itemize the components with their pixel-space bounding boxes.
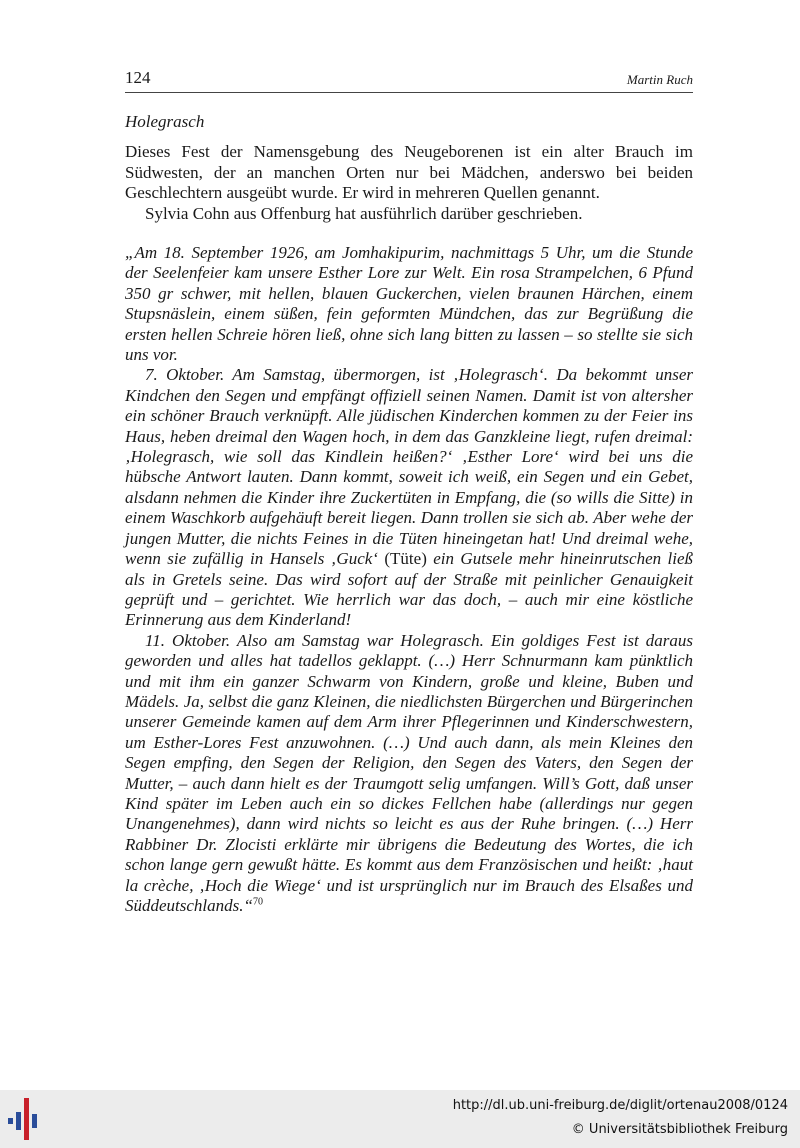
quotation-block	[125, 243, 693, 916]
quote-paragraph-3-text: 11. Oktober. Also am Samstag war Holegrasch. Ein goldiges Fest ist daraus geworden und alles hat tadellos geklappt. (…) Herr Schnurmann kam pünktlich und mit ihm ein ganzer Schwarm von Kindern, große und kleine, Buben und Mädels. Ja, selbst die ganz Kleinen, die niedlichsten Bürgerchen und Bürgerinchen unserer Gemeinde kamen auf dem Arm ihrer Pflegerinnen und Kinderschwestern, um Esther-Lores Fest anzuwohnen. (…) Und auch dann, als mein Kleines den Segen empfing, den Segen der Religion, den Segen des Vaters, den Segen der Mutter, – auch dann hielt es der Traumgott selig umfangen. Will’s Gott, daß unser Kind später im Leben auch ein so dickes Fellchen habe (allerdings nur gegen Unangenehmes), dann wird nichts so leicht es aus der Ruhe bringen. (…) Herr Rabbiner Dr. Zlocisti erklärte mir übrigens die Bedeutung des Wortes, die ich schon lange gern gewußt hätte. Es kommt aus dem Französischen und heißt: ‚haut la crèche, ‚Hoch die Wiege‘ und ist ursprünglich nur im Brauch des Elsaßes und Süddeutschlands.“	[125, 630, 693, 915]
intro-paragraph-2: Sylvia Cohn aus Offenburg hat ausführlich darüber geschrieben.	[145, 203, 583, 223]
intro-paragraph-1: Dieses Fest der Namensgebung des Neugeborenen ist ein alter Brauch im Südwesten, der an manchen Orten nur bei Mädchen, anderswo bei beiden Geschlechtern ausgeübt wurde. Er wird in mehreren Quellen genannt.	[125, 142, 693, 202]
footnote-reference[interactable]: 70	[252, 896, 263, 908]
document-url-link[interactable]: http://dl.ub.uni-freiburg.de/diglit/ortenau2008/0124	[452, 1098, 788, 1113]
copyright-notice: © Universitätsbibliothek Freiburg	[571, 1122, 788, 1137]
quote-paragraph-2-gloss: (Tüte)	[384, 549, 427, 569]
section-title: Holegrasch	[125, 112, 205, 131]
footer-bar	[0, 1090, 800, 1148]
library-logo-icon	[8, 1096, 38, 1142]
quote-paragraph-2	[125, 365, 693, 630]
quote-paragraph-3	[125, 631, 693, 917]
intro-text	[125, 142, 693, 224]
page-number: 124	[125, 68, 151, 87]
quote-paragraph-2-part-2: ein Gutsele mehr hineinrutschen ließ als in Gretels seine. Das wird sofort auf der Straße mit peinlicher Genauigkeit geprüft und – gerichtet. Wie herrlich war das doch, – auch mir eine köstliche Erinnerung aus dem Kinderland!	[125, 549, 694, 630]
running-head: Martin Ruch	[626, 72, 693, 87]
quote-paragraph-2-part-1: 7. Oktober. Am Samstag, übermorgen, ist ‚Holegrasch‘. Da bekommt unser Kindchen den Segen und empfängt offiziell seinen Namen. Damit ist von altersher ein schöner Brauch verknüpft. Alle jüdischen Kinderchen kommen zu der Feier ins Haus, heben dreimal den Wagen hoch, in dem das Ganzkleine liegt, rufen dreimal: ‚Holegrasch, wie soll das Kindlein heißen?‘ ‚Esther Lore‘ wird bei uns die hübsche Antwort lauten. Dann kommt, soweit ich weiß, ein Segen und ein Gebet, alsdann nehmen die Kinder ihre Zuckertüten in Empfang, die (so wills die Sitte) in einem Waschkorb aufgehäuft bereit liegen. Dann trollen sie sich ab. Aber wehe der jungen Mutter, die nichts Feines in die Tüten hineingetan hat! Und dreimal wehe, wenn sie zufällig in Hansels ‚Guck‘	[125, 365, 693, 569]
quote-paragraph-1: „Am 18. September 1926, am Jomhakipurim, nachmittags 5 Uhr, um die Stunde der Seelenfeier kam unsere Esther Lore zur Welt. Ein rosa Strampelchen, 6 Pfund 350 gr schwer, mit hellen, blauen Guckerchen, vielen braunen Härchen, einem Stupsnäslein, einem süßen, fein geformten Mündchen, das zur Begrüßung die ersten hellen Schreie hören ließ, ohne sich lang bitten zu lassen – so stellte sie sich uns vor.	[125, 243, 693, 365]
page-header	[125, 68, 693, 93]
